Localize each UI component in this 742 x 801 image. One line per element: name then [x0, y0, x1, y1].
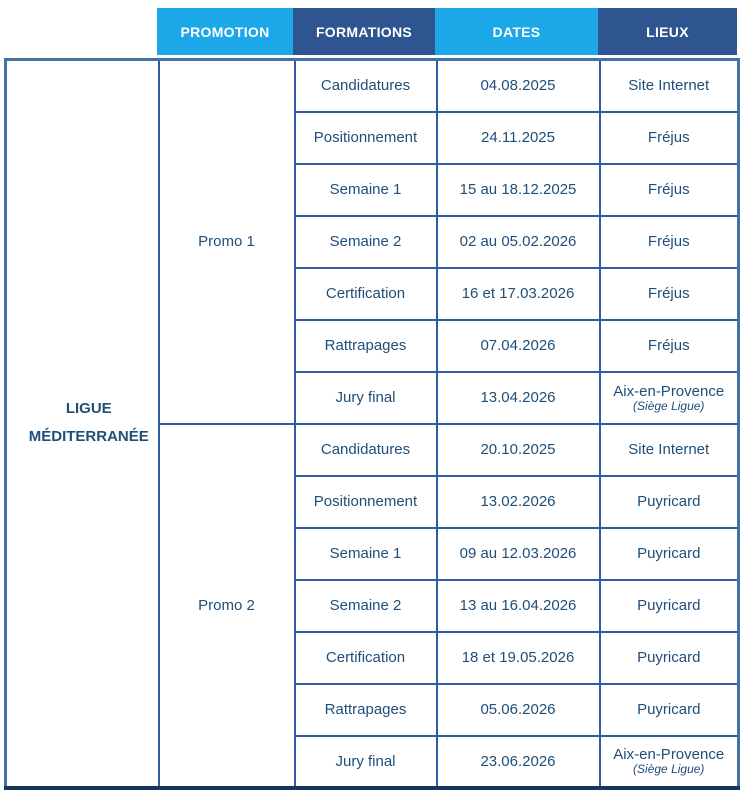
ligue-label-line1: LIGUE — [65, 399, 112, 417]
header-cell-lieux: LIEUX — [598, 8, 737, 55]
formation-cell: Jury final — [295, 372, 437, 424]
lieu-label: Aix-en-Provence — [613, 382, 725, 400]
lieu-cell: Puyricard — [600, 476, 739, 528]
lieu-cell: Puyricard — [600, 684, 739, 736]
schedule-table — [4, 58, 740, 790]
header-cell-formations: FORMATIONS — [293, 8, 435, 55]
date-cell: 05.06.2026 — [437, 684, 600, 736]
formation-cell: Certification — [295, 268, 437, 320]
date-cell: 02 au 05.02.2026 — [437, 216, 600, 268]
lieu-cell: Site Internet — [600, 424, 739, 476]
lieu-cell — [600, 372, 739, 424]
header-cell-promotion: PROMOTION — [157, 8, 293, 55]
formation-cell: Positionnement — [295, 476, 437, 528]
lieu-cell: Fréjus — [600, 112, 739, 164]
promo-1-cell: Promo 1 — [159, 60, 295, 424]
date-cell: 20.10.2025 — [437, 424, 600, 476]
date-cell: 24.11.2025 — [437, 112, 600, 164]
date-cell: 23.06.2026 — [437, 736, 600, 788]
date-cell: 07.04.2026 — [437, 320, 600, 372]
ligue-cell — [6, 60, 159, 788]
formation-cell: Rattrapages — [295, 684, 437, 736]
lieu-note: (Siège Ligue) — [633, 762, 705, 776]
schedule-page — [4, 8, 742, 790]
lieu-cell: Puyricard — [600, 632, 739, 684]
date-cell: 16 et 17.03.2026 — [437, 268, 600, 320]
formation-cell: Semaine 2 — [295, 580, 437, 632]
lieu-cell: Puyricard — [600, 580, 739, 632]
formation-cell: Semaine 2 — [295, 216, 437, 268]
table-header — [157, 8, 742, 55]
table-row — [6, 60, 739, 112]
date-cell: 18 et 19.05.2026 — [437, 632, 600, 684]
lieu-cell: Puyricard — [600, 528, 739, 580]
header-cell-dates: DATES — [435, 8, 598, 55]
formation-cell: Rattrapages — [295, 320, 437, 372]
lieu-cell — [600, 736, 739, 788]
date-cell: 04.08.2025 — [437, 60, 600, 112]
date-cell: 13 au 16.04.2026 — [437, 580, 600, 632]
formation-cell: Positionnement — [295, 112, 437, 164]
date-cell: 13.04.2026 — [437, 372, 600, 424]
lieu-cell: Site Internet — [600, 60, 739, 112]
date-cell: 09 au 12.03.2026 — [437, 528, 600, 580]
ligue-label-line2: MÉDITERRANÉE — [28, 428, 149, 446]
lieu-label: Aix-en-Provence — [613, 746, 725, 763]
formation-cell: Certification — [295, 632, 437, 684]
lieu-cell: Fréjus — [600, 268, 739, 320]
formation-cell: Jury final — [295, 736, 437, 788]
lieu-cell: Fréjus — [600, 164, 739, 216]
formation-cell: Semaine 1 — [295, 528, 437, 580]
formation-cell: Semaine 1 — [295, 164, 437, 216]
date-cell: 13.02.2026 — [437, 476, 600, 528]
lieu-cell: Fréjus — [600, 320, 739, 372]
promo-2-cell: Promo 2 — [159, 424, 295, 788]
date-cell: 15 au 18.12.2025 — [437, 164, 600, 216]
formation-cell: Candidatures — [295, 424, 437, 476]
lieu-note: (Siège Ligue) — [633, 398, 705, 413]
formation-cell: Candidatures — [295, 60, 437, 112]
lieu-cell: Fréjus — [600, 216, 739, 268]
